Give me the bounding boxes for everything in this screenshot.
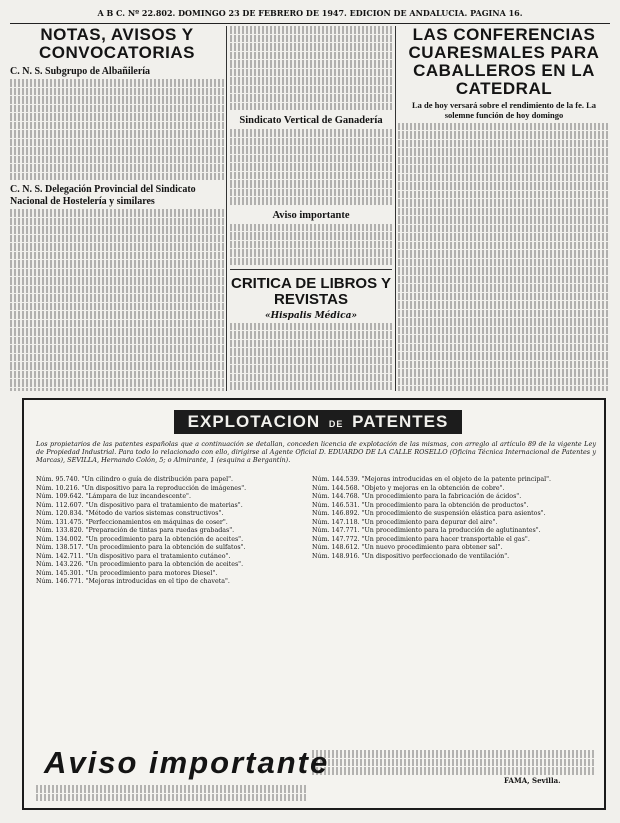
notas-title: NOTAS, AVISOS Y CONVOCATORIAS [38,26,196,62]
patent-item: Núm. 133.820. "Preparación de tintas para ruedas grabadas". [36,527,235,534]
bottom-note [312,750,594,776]
patent-item: Núm. 109.642. "Lámpara de luz incandescente". [36,493,191,500]
aviso-importante-title: Aviso importante [44,745,330,780]
patent-item: Núm. 147.771. "Un procedimiento para la producción de aglutinantes". [312,527,541,534]
patent-item: Núm. 145.301. "Un procedimiento para motores Diesel". [36,569,218,577]
patent-item: Núm. 142.711. "Un dispositivo para el tratamiento cutáneo". [36,552,231,560]
text-block [230,323,392,392]
patent-item: Núm. 148.916. "Un dispositivo perfeccionado de ventilación". [312,552,510,560]
patentes-advertisement [22,398,606,810]
patent-item: Núm. 10.216. "Un dispositivo para la reproducción de imágenes". [36,484,247,492]
patent-item: Núm. 112.607. "Un dispositivo para el tratamiento de materias". [36,501,243,509]
patent-item: Núm. 143.226. "Un procedimiento para la obtención de aceites". [36,561,244,568]
patent-item: Núm. 120.834. "Método de varios sistemas constructivos". [36,510,224,517]
divider [230,269,392,270]
text-block [230,26,392,110]
patent-item: Núm. 131.475. "Perfeccionamientos en máquinas de coser". [36,518,228,526]
text-block [230,224,392,266]
patent-item: Núm. 147.118. "Un procedimiento para depurar del aire". [312,518,498,526]
column-divider [226,26,227,391]
ganaderia-heading: Sindicato Vertical de Ganadería [239,115,383,126]
patent-item: Núm. 144.568. "Objeto y mejoras en la obtención de cobre". [312,484,505,492]
patent-item: Núm. 134.002. "Un procedimiento para la obtención de aceites". [36,535,244,543]
critica-heading: CRITICA DE LIBROS Y REVISTAS [230,275,391,308]
aviso-importante-heading: Aviso importante [272,209,350,221]
patent-item: Núm. 146.771. "Mejoras introducidas en el tipo de chaveta". [36,578,230,585]
patent-item: Núm. 146.531. "Un procedimiento para la obtención de productos". [312,501,529,509]
patent-list-left [36,476,300,587]
patentes-banner [174,410,462,434]
patentes-intro: Los propietarios de las patentes españolas que a continuación se detallan, conceden licencia de explotación de las mismas, con arreglo al artículo 89 de la vigente Ley de Propiedad Industrial. Para todo lo relacionado con ello, dirigirse al Agente Oficial D. EDUARDO DE LA CALLE ROSELLO (Oficina Técnica Internacional de Patentes y Marcas), SEVILLA, Hernando Colón, 5; o Almirante, 1 (esquina a Bergantín). [36,440,596,464]
banner-word: PATENTES [352,412,449,431]
banner-word: EXPLOTACION [187,412,321,431]
patent-item: Núm. 95.740. "Un cilindro o guía de distribución para papel". [36,476,234,483]
patent-item: Núm. 138.517. "Un procedimiento para la obtención de sulfatos". [36,544,246,551]
patent-item: Núm. 144.539. "Mejoras introducidas en el objeto de la patente principal". [312,476,552,483]
hispalis-heading: «Hispalis Médica» [264,310,358,321]
aviso-text [36,785,306,802]
hosteleria-heading: C. N. S. Delegación Provincial del Sindicato Nacional de Hostelería y similares [10,184,196,207]
patent-item: Núm. 147.772. "Un procedimiento para hacer transportable el gas". [312,535,530,543]
column-notas [10,26,224,391]
conferencias-title: LAS CONFERENCIAS CUARESMALES PARA CABALLEROS EN LA CATEDRAL [408,26,600,98]
banner-de: DE [328,419,344,429]
patent-item: Núm. 146.892. "Un procedimiento de suspensión elástica para asientos". [312,510,546,517]
fama-signature: FAMA, Sevilla. [504,776,561,785]
masthead: A B C. Nº 22.802. DOMINGO 23 DE FEBRERO DE 1947. EDICION DE ANDALUCIA. PAGINA 16. [10,3,610,24]
albanileria-heading: C. N. S. Subgrupo de Albañilería [10,65,151,77]
column-conferencias [398,26,610,391]
text-block [230,129,392,205]
column-divider [395,26,396,391]
conferencias-subtitle: La de hoy versará sobre el rendimiento de la fe. La solemne función de hoy domingo [411,100,597,121]
text-block [10,209,224,391]
text-block [398,123,610,391]
patent-item: Núm. 148.612. "Un nuevo procedimiento para obtener sal". [312,544,503,551]
patent-item: Núm. 144.768. "Un procedimiento para la fabricación de ácidos". [312,493,522,500]
column-ganaderia [230,26,392,391]
patent-list-right [312,476,594,561]
text-block [10,79,224,180]
